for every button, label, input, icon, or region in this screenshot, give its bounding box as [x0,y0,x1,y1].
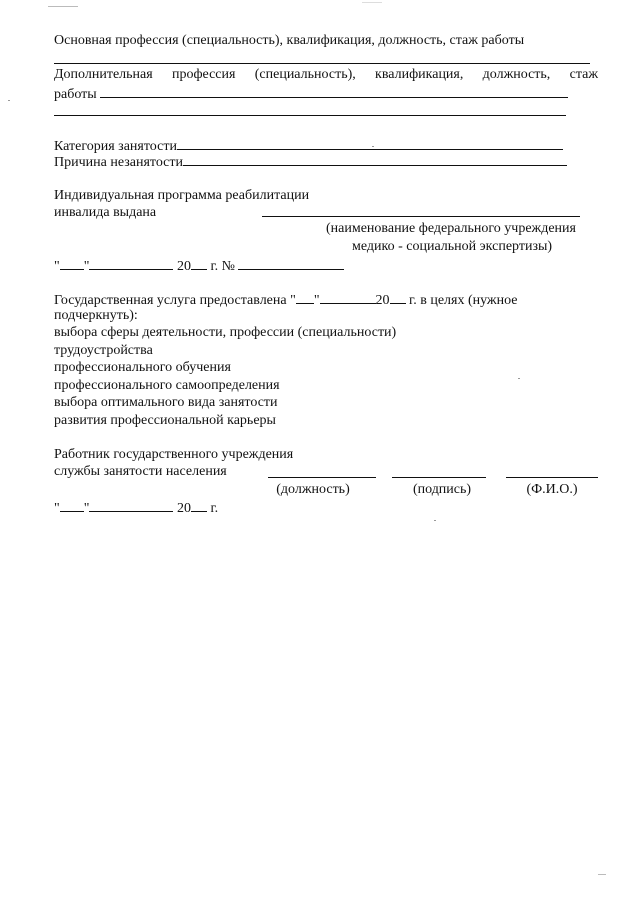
additional-profession-label-cont [54,84,568,103]
purpose-option[interactable]: развития профессиональной карьеры [54,413,276,428]
position-field[interactable] [268,477,376,478]
service-year-field[interactable] [390,290,406,304]
institution-caption-line2: медико - социальной экспертизы) [352,239,553,254]
service-day-field[interactable] [296,290,314,304]
purpose-option[interactable]: выбора оптимального вида занятости [54,395,278,410]
institution-caption-line1: (наименование федерального учреждения [326,221,576,236]
scan-artifact [434,520,436,521]
scan-artifact [8,100,10,101]
scan-artifact [372,146,374,147]
final-month-field[interactable] [89,498,173,512]
unemployment-reason-field[interactable] [183,152,567,166]
ipr-year-prefix: 20 [176,259,191,274]
ipr-number-label: г. № [210,259,235,274]
signature-field[interactable] [392,477,486,478]
ipr-number-field[interactable] [238,256,344,270]
final-date-row [54,498,218,517]
purpose-option[interactable]: профессионального самоопределения [54,378,280,393]
final-quote-close: " [83,501,90,516]
additional-profession-label: Дополнительная профессия (специальность), квалификация, должность, стаж [54,67,598,82]
service-year-prefix: 20 [375,293,390,308]
ipr-date-row [54,256,344,275]
final-quote-open: " [54,501,60,516]
scan-artifact [518,378,520,379]
final-year-field[interactable] [191,498,207,512]
final-year-prefix: 20 [176,501,191,516]
main-profession-field[interactable] [54,63,590,64]
final-year-suffix: г. [210,501,219,516]
purpose-option[interactable]: трудоустройства [54,343,153,358]
date-quote-open: " [54,259,60,274]
worker-label-line1: Работник государственного учреждения [54,447,294,462]
worker-label-line2: службы занятости населения [54,464,227,479]
scan-artifact [598,874,606,875]
main-profession-label: Основная профессия (специальность), квалификация, должность, стаж работы [54,33,525,48]
additional-profession-field[interactable] [100,84,568,98]
date-quote-close: " [83,259,90,274]
ipr-label-line2: инвалида выдана [54,205,157,220]
unemployment-reason-row [54,152,567,171]
ipr-year-field[interactable] [191,256,207,270]
full-name-caption: (Ф.И.О.) [526,482,578,497]
purpose-option[interactable]: профессионального обучения [54,360,231,375]
service-month-field[interactable] [320,290,376,304]
full-name-field[interactable] [506,477,598,478]
unemployment-reason-label: Причина незанятости [54,155,184,170]
signature-caption: (подпись) [412,482,472,497]
purpose-option[interactable]: выбора сферы деятельности, профессии (специальности) [54,325,397,340]
ipr-day-field[interactable] [60,256,84,270]
employment-category-label: Категория занятости [54,139,177,154]
institution-field[interactable] [262,216,580,217]
additional-profession-field-line2[interactable] [54,115,566,116]
ipr-month-field[interactable] [89,256,173,270]
additional-profession-word: работы [54,87,97,102]
service-purpose-label: г. в целях (нужное [409,293,518,308]
position-caption: (должность) [276,482,350,497]
ipr-label-line1: Индивидуальная программа реабилитации [54,188,310,203]
underline-hint: подчеркнуть): [54,308,138,323]
scan-artifact [48,6,78,7]
scan-artifact [362,2,382,3]
service-label: Государственная услуга предоставлена " [54,293,296,308]
final-day-field[interactable] [60,498,84,512]
employment-category-field[interactable] [177,136,563,150]
service-quote-close: " [313,293,320,308]
